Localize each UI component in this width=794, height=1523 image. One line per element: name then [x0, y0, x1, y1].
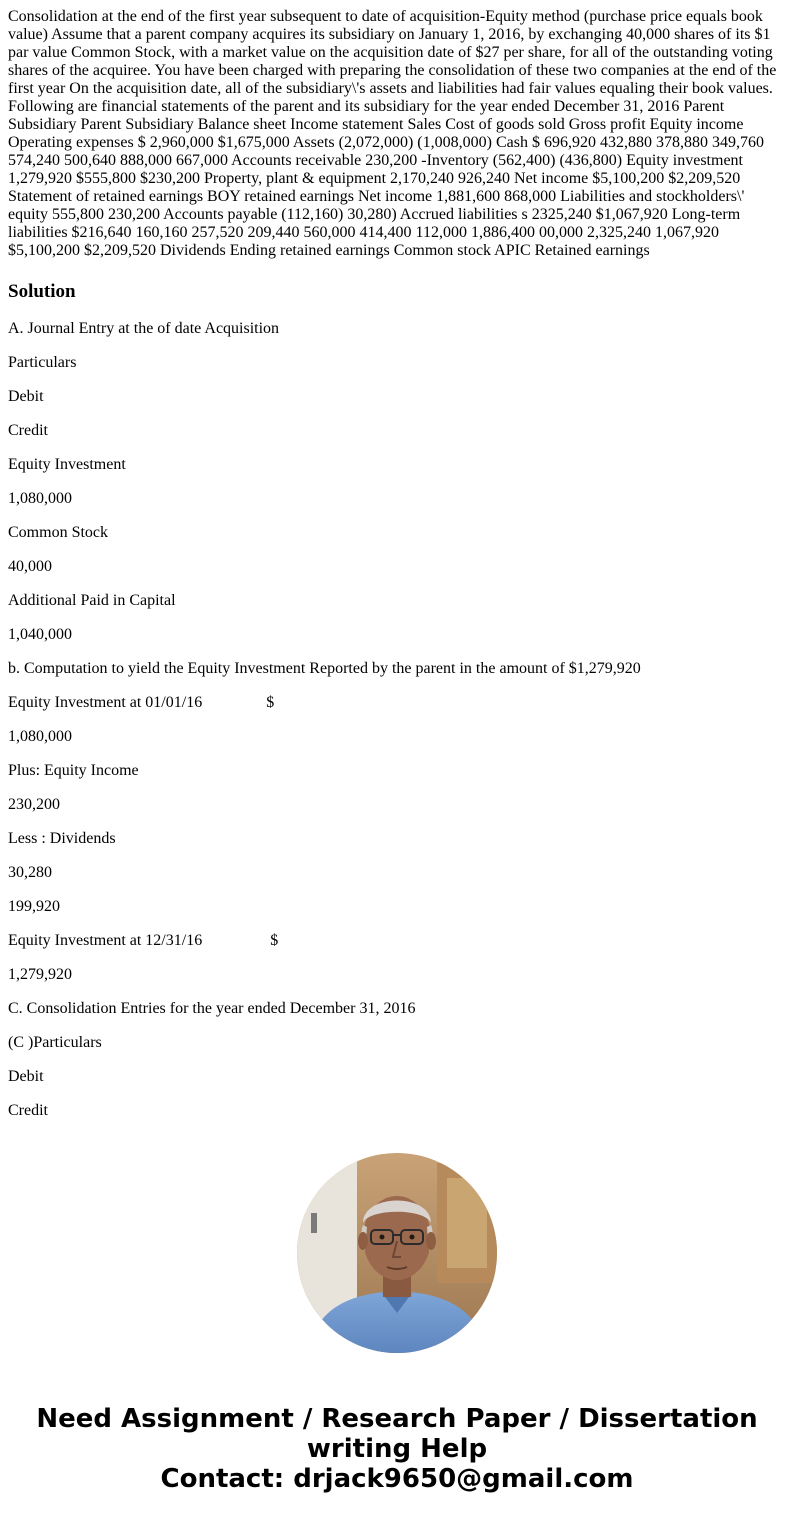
question-text: Consolidation at the end of the first year subsequent to date of acquisition-Equity method (purchase price equals book value) Assume that a parent company acquires its subsidiary on January 1, 2016, by exchanging 40,000 shares of its $1 par value Common Stock, with a market value on the acquisition date of $27 per share, for all of the outstanding voting shares of the acquiree. You have been charged with preparing the consolidation of these two companies at the end of the first year On the acquisition date, all of the subsidiary\'s assets and liabilities had fair values equaling their book values. Following are financial statements of the parent and its subsidiary for the year ended December 31, 2016 Parent Subsidiary Parent Subsidiary Balance sheet Income statement Sales Cost of goods sold Gross profit Equity income Operating expenses $ 2,960,000 $1,675,000 Assets (2,072,000) (1,008,000) Cash $ 696,920 432,880 378,880 349,760 574,240 500,640 888,000 667,000 Accounts receivable 230,200 -Inventory (562,400) (436,800) Equity investment 1,279,920 $555,800 $230,200 Property, plant & equipment 2,170,240 926,240 Net income $5,100,200 $2,209,520 Statement of retained earnings BOY retained earnings Net income 1,881,600 868,000 Liabilities and stockholders\' equity 555,800 230,200 Accounts payable (112,160) 30,280) Accrued liabilities s 2325,240 $1,067,920 Long-term liabilities $216,640 160,160 257,520 209,440 560,000 414,400 112,000 1,886,400 00,000 2,325,240 1,067,920 $5,100,200 $2,209,520 Dividends Ending retained earnings Common stock APIC Retained earnings: [8, 8, 777, 259]
solution-line: 1,080,000: [8, 728, 72, 745]
solution-line: Debit: [8, 388, 44, 405]
solution-body: [8, 320, 786, 1120]
solution-line: 40,000: [8, 558, 52, 575]
solution-line: 30,280: [8, 864, 52, 881]
solution-line: C. Consolidation Entries for the year ended December 31, 2016: [8, 1000, 416, 1017]
solution-line: 1,080,000: [8, 490, 72, 507]
solution-line: b. Computation to yield the Equity Investment Reported by the parent in the amount of $1,279,920: [8, 660, 641, 677]
solution-line: Credit: [8, 1102, 48, 1119]
solution-line: Less : Dividends: [8, 830, 116, 847]
solution-heading: Solution: [8, 281, 76, 302]
solution-line: 230,200: [8, 796, 60, 813]
solution-line: Equity Investment at 01/01/16 $: [8, 694, 275, 711]
promo-banner: [0, 1404, 794, 1494]
solution-line: Particulars: [8, 354, 77, 371]
document-body: [8, 8, 786, 1120]
solution-line: A. Journal Entry at the of date Acquisition: [8, 320, 280, 337]
author-photo: [297, 1153, 497, 1353]
solution-line: Debit: [8, 1068, 44, 1085]
promo-line-1: Need Assignment / Research Paper / Dissertation: [36, 1404, 758, 1434]
solution-line: Common Stock: [8, 524, 109, 541]
solution-line: Additional Paid in Capital: [8, 592, 176, 609]
solution-line: Equity Investment: [8, 456, 126, 473]
solution-line: Equity Investment at 12/31/16 $: [8, 932, 279, 949]
solution-line: Credit: [8, 422, 48, 439]
solution-line: (C )Particulars: [8, 1034, 102, 1051]
solution-line: 199,920: [8, 898, 60, 915]
promo-contact: Contact: drjack9650@gmail.com: [160, 1464, 634, 1494]
solution-line: 1,279,920: [8, 966, 72, 983]
solution-line: 1,040,000: [8, 626, 72, 643]
promo-line-2: writing Help: [306, 1434, 488, 1464]
solution-line: Plus: Equity Income: [8, 762, 139, 779]
